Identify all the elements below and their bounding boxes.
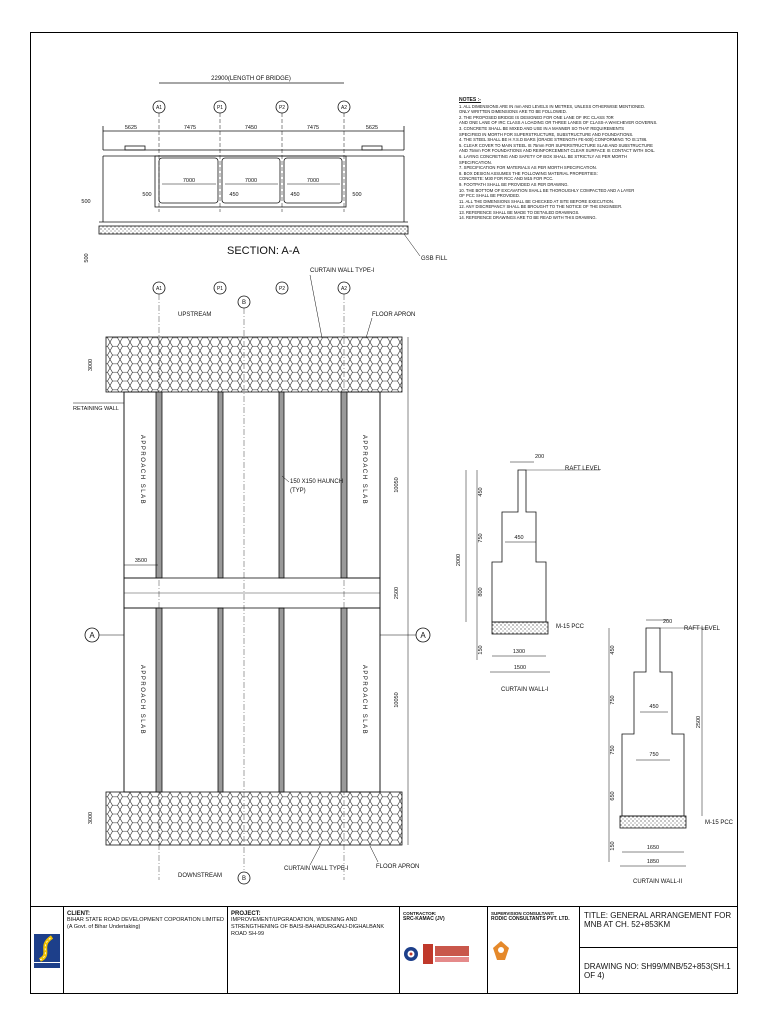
svg-text:P1: P1 bbox=[216, 286, 224, 292]
note-line: SPECIFICATION. bbox=[459, 159, 492, 165]
span-dim-5: 5625 bbox=[365, 125, 379, 131]
contractor-name: SRC-KAMAC (JV) bbox=[403, 916, 445, 922]
cw1-h4: 150 bbox=[478, 645, 484, 655]
cw2-h1: 450 bbox=[610, 645, 616, 655]
cw1-total: 2000 bbox=[456, 553, 462, 567]
note-line: 1. ALL DIMENSIONS ARE IN mm AND LEVELS IN METRES, UNLESS OTHERWISE MENTIONED. bbox=[459, 103, 646, 109]
client-name: BIHAR STATE ROAD DEVELOPMENT COPORATION LIMITED bbox=[67, 917, 224, 923]
cw2-h2: 750 bbox=[610, 695, 616, 705]
curtain-wall-2 bbox=[609, 619, 734, 885]
cw1-title: CURTAIN WALL-I bbox=[501, 687, 549, 693]
left-dim: 500 bbox=[81, 199, 91, 205]
inner-dim-2: 7000 bbox=[244, 178, 258, 184]
dim-3500: 3500 bbox=[134, 558, 148, 564]
client-logo bbox=[30, 907, 64, 994]
svg-text:A1: A1 bbox=[155, 286, 163, 292]
rodic-logo-icon bbox=[491, 940, 576, 964]
consultant-name: RODIC CONSULTANTS PVT. LTD. bbox=[491, 916, 570, 922]
section-axis-p1 bbox=[214, 101, 226, 212]
note-line: 6. LAYING CONCRETING AND SAFETY OF BOX SHALL BE STRICTLY AS PER MORTH bbox=[459, 153, 627, 159]
cw2-h3: 750 bbox=[610, 745, 616, 755]
dim-2500: 2500 bbox=[394, 586, 400, 600]
approach-slab-tr: APPROACH SLAB bbox=[361, 434, 367, 506]
cw2-base1: 1650 bbox=[646, 845, 660, 851]
section-marker-right bbox=[380, 628, 430, 642]
section-title: SECTION: A-A bbox=[227, 245, 300, 257]
note-line: OF PCC SHALL BE PROVIDED. bbox=[459, 193, 521, 199]
pier-dim-3: 450 bbox=[290, 192, 300, 198]
note-line: 12. ANY DISCREPANCY SHALL BE BROUGHT TO THE NOTICE OF THE ENGINEER. bbox=[459, 204, 623, 210]
client-box bbox=[64, 907, 228, 994]
cw1-raft-level: RAFT LEVEL bbox=[565, 466, 601, 472]
note-line: AND ONE LANE OF IRC CLASS A LOADING OR THREE LANES OF CLASS-A WHICHEVER GOVERNS. bbox=[459, 120, 658, 126]
cw2-total: 2500 bbox=[696, 715, 702, 729]
consultant-label: SUPERVISION CONSULTANT: bbox=[491, 911, 555, 916]
floor-apron-bottom bbox=[106, 792, 402, 845]
general-notes bbox=[459, 97, 658, 221]
project-label: PROJECT: bbox=[231, 911, 261, 917]
bridge-length-label: 22900(LENGTH OF BRIDGE) bbox=[211, 76, 291, 82]
section-axis-a2 bbox=[338, 101, 350, 212]
drawing-number: DRAWING NO: SH99/MNB/52+853(SH.1 OF 4) bbox=[584, 962, 731, 980]
curtain-wall-1 bbox=[456, 454, 602, 693]
project-box bbox=[228, 907, 400, 994]
note-line: 4. THE STEEL SHALL BE H.Y.S.D BARS (GRADE STRENGTH FE-500) CONFORMING TO IS:1786. bbox=[459, 137, 648, 143]
pier-dim-1: 500 bbox=[142, 192, 152, 198]
cw1-pcc: M-15 PCC bbox=[556, 624, 585, 630]
span-dim-2: 7475 bbox=[183, 125, 197, 131]
span-dim-3: 7450 bbox=[244, 125, 258, 131]
svg-text:B: B bbox=[241, 300, 247, 306]
svg-text:A2: A2 bbox=[340, 105, 348, 111]
inner-dim-1: 7000 bbox=[182, 178, 196, 184]
cw1-h2: 750 bbox=[478, 533, 484, 543]
cw2-h5: 150 bbox=[610, 841, 616, 851]
curtain-wall-bottom-label: CURTAIN WALL TYPE-I bbox=[284, 866, 349, 872]
dim-3000-bottom: 3000 bbox=[88, 811, 94, 825]
svg-text:P2: P2 bbox=[278, 286, 286, 292]
svg-text:B: B bbox=[241, 876, 247, 882]
consultant-box bbox=[488, 907, 580, 994]
svg-text:A1: A1 bbox=[155, 105, 163, 111]
svg-text:A2: A2 bbox=[340, 286, 348, 292]
svg-text:A: A bbox=[89, 631, 95, 640]
src-logo-icon bbox=[403, 946, 419, 962]
svg-text:P1: P1 bbox=[216, 105, 224, 111]
note-line: ONLY WRITTEN DIMENSIONS ARE TO BE FOLLOWED. bbox=[459, 109, 567, 115]
note-line: 13. REFERENCE SHALL BE MADE TO DETAILED DRAWINGS. bbox=[459, 209, 580, 215]
floor-apron-bottom-label: FLOOR APRON bbox=[376, 864, 420, 870]
plan-axis-p1 bbox=[214, 282, 226, 294]
cw1-top-width: 200 bbox=[535, 454, 545, 460]
floor-apron-top bbox=[106, 337, 402, 392]
note-line: CONCRETE: M30 FOR RCC AND M15 FOR PCC. bbox=[459, 176, 554, 182]
cw1-base1: 1300 bbox=[512, 649, 526, 655]
curtain-wall-top-label: CURTAIN WALL TYPE-I bbox=[310, 268, 375, 274]
title-block bbox=[30, 906, 738, 994]
gsb-fill-label: GSB FILL bbox=[421, 256, 448, 262]
section-a-a bbox=[81, 76, 448, 263]
cw1-h3: 800 bbox=[478, 587, 484, 597]
approach-slab-tl: APPROACH SLAB bbox=[139, 434, 145, 506]
plan-view bbox=[73, 268, 430, 884]
retaining-wall-label: RETAINING WALL bbox=[73, 406, 119, 412]
note-line: 3. CONCRETE SHALL BE MIXED AND USE IN A MANNER SO THAT REQUIREMENTS bbox=[459, 125, 625, 131]
note-line: 7. SPECIFICATION FOR MATERIALS AS PER MORTH SPECIFICATION. bbox=[459, 165, 597, 171]
note-line: 8. BOX DESIGN ASSUMES THE FOLLOWING MATERIAL PROPERTIES: bbox=[459, 170, 598, 176]
cw2-top-width: 200 bbox=[663, 619, 673, 625]
notes-heading: NOTES :- bbox=[459, 97, 481, 103]
span-dim-4: 7475 bbox=[306, 125, 320, 131]
span-dim-1: 5625 bbox=[124, 125, 138, 131]
plan-axis-b-bottom bbox=[238, 872, 250, 884]
depth-dim: 500 bbox=[84, 253, 90, 263]
cw2-w2: 750 bbox=[649, 752, 659, 758]
note-line: 9. FOOTPATH SHALL BE PROVIDED AS PER DRAWING. bbox=[459, 181, 569, 187]
client-subtitle: (A Govt. of Bihar Undertaking) bbox=[67, 924, 141, 930]
approach-slab-bl: APPROACH SLAB bbox=[139, 664, 145, 736]
cw1-mid-width: 450 bbox=[514, 535, 524, 541]
pier-dim-2: 450 bbox=[229, 192, 239, 198]
note-line: 5. CLEAR COVER TO MAIN STEEL IS 75mm FOR SUPERSTRUCTURE SLAB AND SUBSTRUCTURE bbox=[459, 142, 653, 148]
drawing-title: TITLE: GENERAL ARRANGEMENT FOR MNB AT CH. 52+853KM bbox=[580, 907, 738, 948]
note-line: AND 75mm FOR FOUNDATIONS AND REINFORCEMENT CLEAR SURFACE IS CONTACT WITH SOIL. bbox=[459, 148, 656, 154]
haunch-label: 150 X150 HAUNCH bbox=[290, 479, 344, 485]
cw2-title: CURTAIN WALL-II bbox=[633, 879, 683, 885]
note-line: 2. THE PROPOSED BRIDGE IS DESIGNED FOR ONE LANE OF IRC CLASS 70R bbox=[459, 114, 614, 120]
contractor-label: CONTRACTOR: bbox=[403, 911, 437, 916]
project-text: IMPROVEMENT/UPGRADATION, WIDENING AND STRENGTHENING OF BAISI-BAHADURGANJ-DIGHALBANK ROAD SH-99 bbox=[231, 917, 385, 937]
note-line: SPECIFIED IN MORTH FOR SUPERSTRUCTURE, SUBSTRUCTURE AND FOUNDATIONS. bbox=[459, 131, 634, 137]
pier-dim-4: 500 bbox=[352, 192, 362, 198]
svg-text:A: A bbox=[420, 631, 426, 640]
plan-axis-p2 bbox=[276, 282, 288, 294]
dim-3000-top: 3000 bbox=[88, 358, 94, 372]
section-marker-left bbox=[85, 628, 124, 642]
cw2-w1: 450 bbox=[649, 704, 659, 710]
contractor-logos bbox=[403, 944, 484, 964]
svg-text:P2: P2 bbox=[278, 105, 286, 111]
upstream-label: UPSTREAM bbox=[178, 312, 212, 318]
cw2-pcc: M-15 PCC bbox=[705, 820, 734, 826]
drawing-title-box bbox=[580, 907, 738, 994]
haunch-typ: (TYP) bbox=[290, 488, 306, 494]
approach-slab-br: APPROACH SLAB bbox=[361, 664, 367, 736]
cw2-h4: 650 bbox=[610, 791, 616, 801]
floor-apron-top-label: FLOOR APRON bbox=[372, 312, 416, 318]
note-line: 10. THE BOTTOM OF EXCAVATION SHALL BE THOROUGHLY COMPACTED AND A LAYER bbox=[459, 187, 635, 193]
client-label: CLIENT: bbox=[67, 911, 90, 917]
cw1-base2: 1500 bbox=[513, 665, 527, 671]
note-line: 14. REFERENCE DRAWINGS ARE TO BE READ WITH THIS DRAWING. bbox=[459, 215, 597, 221]
cw2-base2: 1850 bbox=[646, 859, 660, 865]
section-axis-p2 bbox=[276, 101, 288, 212]
inner-dim-3: 7000 bbox=[306, 178, 320, 184]
dim-10050-bottom: 10050 bbox=[394, 692, 400, 708]
cw1-h1: 450 bbox=[478, 487, 484, 497]
contractor-box bbox=[400, 907, 488, 994]
cw2-raft-level: RAFT LEVEL bbox=[684, 626, 720, 632]
downstream-label: DOWNSTREAM bbox=[178, 873, 222, 879]
note-line: 11. ALL THE DIMENSIONS SHALL BE CHECKED AT SITE BEFORE EXECUTION. bbox=[459, 198, 615, 204]
dim-10050-top: 10050 bbox=[394, 477, 400, 493]
kamac-logo-icon bbox=[423, 944, 469, 964]
